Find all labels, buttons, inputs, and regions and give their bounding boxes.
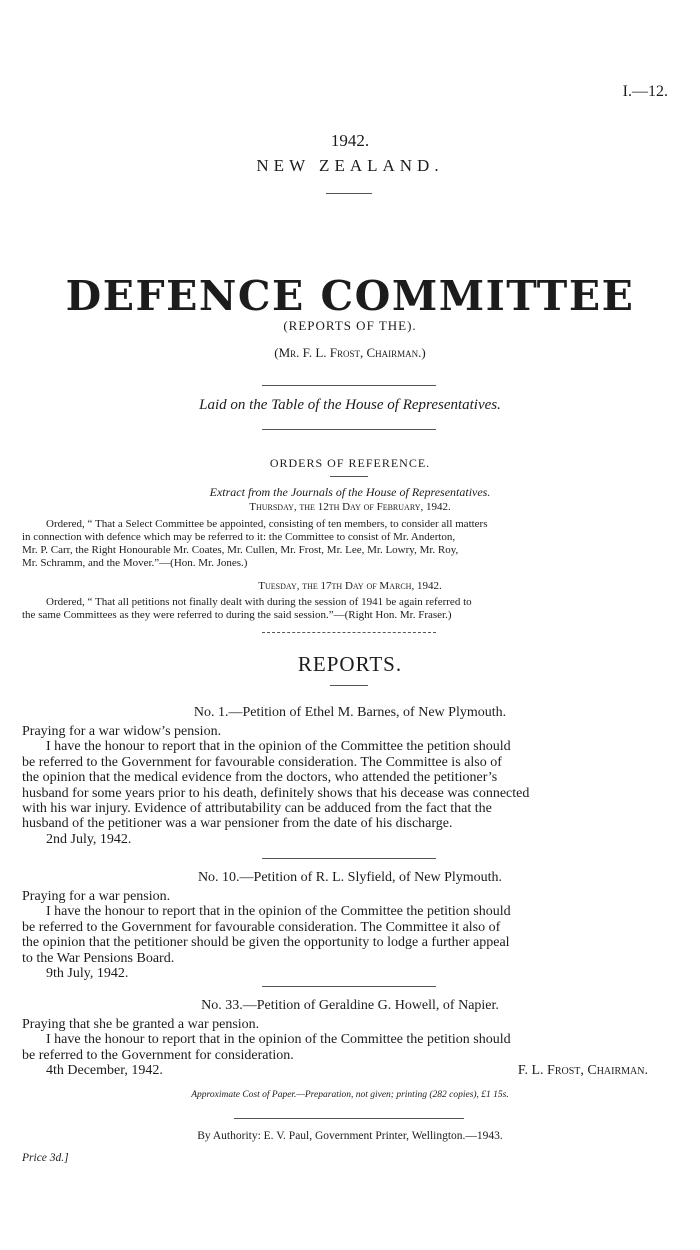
order-of-reference-2 xyxy=(22,596,670,622)
document-year: 1942. xyxy=(330,131,370,150)
order-date: Thursday, the 12th Day of February, 1942. xyxy=(249,501,451,513)
text-line: the same Committees as they were referred to during the said session.”—(Right Hon. Mr. Fraser.) xyxy=(22,609,452,621)
text-line: I have the honour to report that in the opinion of the Committee the petition should xyxy=(46,739,511,755)
page-subtitle: (REPORTS OF THE). xyxy=(283,318,417,333)
order-date: Tuesday, the 17th Day of March, 1942. xyxy=(258,580,442,592)
cost-of-paper-note: Approximate Cost of Paper.—Preparation, not given; printing (282 copies), £1 15s. xyxy=(191,1090,509,1100)
divider xyxy=(330,476,368,477)
petition-report xyxy=(22,889,670,981)
orders-of-reference-heading: ORDERS OF REFERENCE. xyxy=(269,456,431,470)
divider xyxy=(262,632,436,633)
country-heading: NEW ZEALAND. xyxy=(256,156,444,175)
page-title: DEFENCE COMMITTEE xyxy=(65,272,635,320)
report-date-line xyxy=(22,1063,670,1078)
text-line: husband of the petitioner was a war pensioner from the date of his discharge. xyxy=(22,816,453,832)
report-date: 4th December, 1942. xyxy=(46,1063,163,1079)
petition-title: No. 1.—Petition of Ethel M. Barnes, of New Plymouth. xyxy=(193,705,507,720)
text-line: Mr. P. Carr, the Right Honourable Mr. Coates, Mr. Cullen, Mr. Frost, Mr. Lee, Mr. Lowry, Mr. Roy, xyxy=(22,544,459,556)
text-line: I have the honour to report that in the opinion of the Committee the petition should xyxy=(46,904,511,920)
chairman-signature: F. L. Frost, Chairman. xyxy=(517,1063,648,1079)
text-line: with his war injury. Evidence of attributability can be adduced from the fact that the xyxy=(22,801,492,817)
divider xyxy=(262,385,436,386)
price-note: Price 3d.] xyxy=(22,1152,69,1164)
divider xyxy=(326,193,372,194)
divider xyxy=(234,1118,464,1119)
text-line: to the War Pensions Board. xyxy=(22,950,175,966)
journal-extract-line: Extract from the Journals of the House of Representatives. xyxy=(209,485,491,499)
prayer-line: Praying for a war pension. xyxy=(22,889,171,904)
petition-report xyxy=(22,1017,670,1079)
text-line: be referred to the Government for favourable consideration. The Committee it also of xyxy=(22,919,501,935)
report-date: 9th July, 1942. xyxy=(46,966,129,982)
text-line: the opinion that the petitioner should be given the opportunity to lodge a further appeal xyxy=(22,935,510,951)
report-date: 2nd July, 1942. xyxy=(46,831,132,847)
chairman-line: (Mr. F. L. Frost, Chairman.) xyxy=(274,345,426,360)
text-line: husband for some years prior to his death, definitely shows that his decease was connected xyxy=(22,785,530,801)
laid-on-table-line: Laid on the Table of the House of Representatives. xyxy=(199,397,501,413)
order-of-reference-1 xyxy=(22,518,670,570)
petition-title: No. 10.—Petition of R. L. Slyfield, of New Plymouth. xyxy=(197,870,503,885)
divider xyxy=(262,429,436,430)
text-line: the opinion that the medical evidence from the doctors, who attended the petitioner’s xyxy=(22,770,498,786)
document-number: I.—12. xyxy=(622,83,668,100)
divider xyxy=(330,685,368,686)
petition-title: No. 33.—Petition of Geraldine G. Howell, of Napier. xyxy=(201,998,499,1013)
text-line: Ordered, “ That all petitions not finally dealt with during the session of 1941 be again referred to xyxy=(46,596,472,608)
text-line: be referred to the Government for favourable consideration. The Committee is also of xyxy=(22,754,502,770)
prayer-line: Praying that she be granted a war pension. xyxy=(22,1017,260,1032)
petition-report xyxy=(22,724,670,847)
text-line: in connection with defence which may be referred to it: the Committee to consist of Mr. Anderton, xyxy=(22,531,456,543)
text-line: Mr. Schramm, and the Mover.”—(Hon. Mr. Jones.) xyxy=(22,557,248,569)
prayer-line: Praying for a war widow’s pension. xyxy=(22,724,222,739)
text-line: be referred to the Government for consideration. xyxy=(22,1047,294,1063)
text-line: I have the honour to report that in the opinion of the Committee the petition should xyxy=(46,1032,511,1048)
reports-heading: REPORTS. xyxy=(297,652,403,676)
divider xyxy=(262,986,436,987)
divider xyxy=(262,858,436,859)
authority-line: By Authority: E. V. Paul, Government Printer, Wellington.—1943. xyxy=(197,1130,503,1142)
text-line: Ordered, “ That a Select Committee be appointed, consisting of ten members, to consider all matters xyxy=(46,518,488,530)
